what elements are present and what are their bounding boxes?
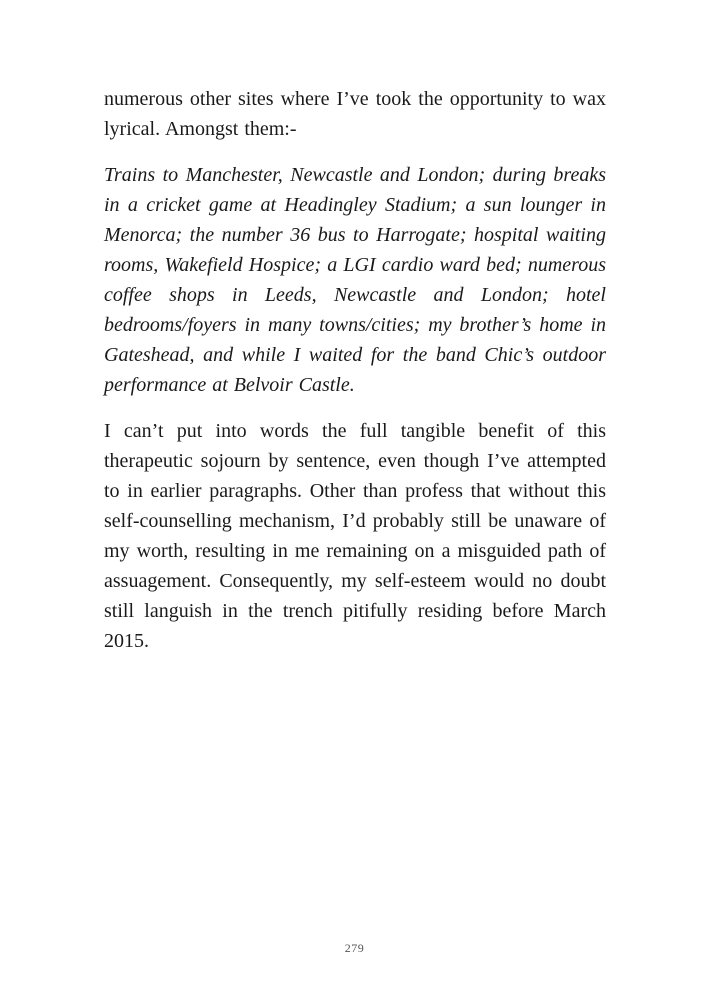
paragraph-reflection: I can’t put into words the full tangible benefit of this therapeutic sojourn by sentence, even though I’ve attempted to in earlier paragraphs. Other than profess that without this self-counselling mechanism, I’d probably still be unaware of my worth, resulting in me remaining on a misguided path of assuagement. Consequently, my self-esteem would no doubt still languish in the trench pitifully residing before March 2015. (104, 420, 606, 652)
page-text-block (104, 84, 606, 656)
page-number: 279 (344, 941, 365, 955)
paragraph-intro: numerous other sites where I’ve took the opportunity to wax lyrical. Amongst them:- (104, 88, 606, 140)
paragraph-locations-list: Trains to Manchester, Newcastle and London; during breaks in a cricket game at Headingley Stadium; a sun lounger in Menorca; the number 36 bus to Harrogate; hospital waiting rooms, Wakefield Hospice; a LGI cardio ward bed; numerous coffee shops in Leeds, Newcastle and London; hotel bedrooms/foyers in many towns/cities; my brother’s home in Gateshead, and while I waited for the band Chic’s outdoor performance at Belvoir Castle. (104, 164, 606, 396)
